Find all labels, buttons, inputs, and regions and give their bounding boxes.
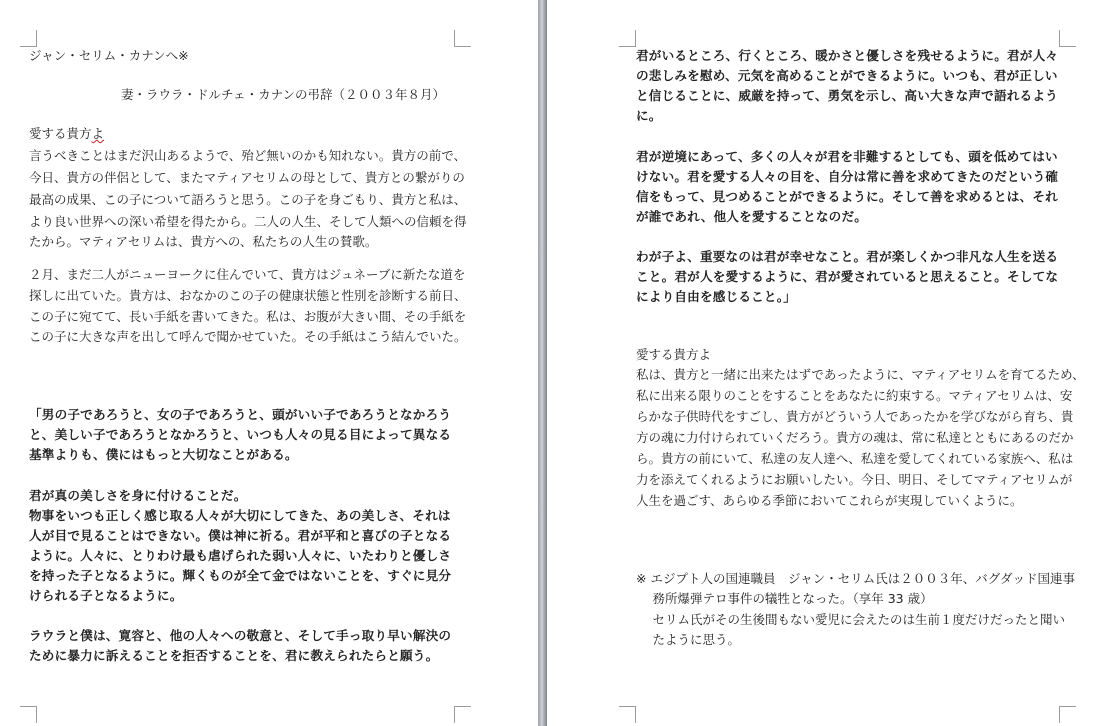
quote-line: 信をもって、見つめることができるように。そして善を求めるとは、それ (636, 189, 1058, 204)
quote-line: こと。君が人を愛するように、君が愛されていると思えること。そしてな (636, 269, 1059, 284)
greeting: 愛する貴方よ (29, 126, 105, 141)
byline: 妻・ラウラ・ドルチェ・カナンの弔辞（２００３年８月） (120, 87, 445, 102)
paragraph-line: 力を添えてくれるようにお願いしたい。今日、明日、そしてマティアセリムが (636, 472, 1073, 487)
paragraph-line: 最高の成果、この子について語ろうと思う。この子を身ごもり、貴方と私は、 (29, 192, 467, 207)
quote-line: けない。君を愛する人々の目を、自分は常に善を求めてきたのだという確 (636, 169, 1059, 184)
crop-mark (20, 706, 37, 723)
paragraph-line: 私は、貴方と一緒に出来たはずであったように、マティアセリムを育てるため、 (636, 367, 1085, 382)
paragraph-line: 私に出来る限りのことをすることをあなたに約束する。マティアセリムは、安 (636, 388, 1073, 403)
quote-line: 人が目で見ることはできない。僕は神に祈る。君が平和と喜びの子となる (29, 528, 452, 543)
crop-mark (619, 706, 636, 723)
crop-mark (20, 30, 37, 47)
quote-line: わが子よ、重要なのは君が幸せなこと。君が楽しくかつ非凡な人生を送る (636, 249, 1059, 264)
paragraph-line: 方の魂に力付けられていくだろう。貴方の魂は、常に私達とともにあるのだか (636, 430, 1074, 445)
quote-line: に。 (636, 108, 662, 123)
paragraph-line: この子に宛てて、長い手紙を書いてきた。私は、お腹が大きい間、その手紙を (29, 309, 467, 324)
quote-line: ラウラと僕は、寛容と、他の人々への敬意と、そして手っ取り早い解決の (29, 628, 452, 643)
footnote-line: ※ エジプト人の国連職員 ジャン・セリム氏は２００３年、バグダッド国連事 (636, 571, 1075, 586)
spellcheck-mark: よ (91, 126, 105, 141)
quote-line: と信じることに、威厳を持って、勇気を示し、高い大きな声で語れるよう (636, 88, 1058, 103)
quote-line: 君が真の美しさを身に付けることだ。 (29, 488, 247, 503)
quote-line: ために暴力に訴えることを拒否することを、君に教えられたらと願う。 (29, 648, 439, 663)
page-gutter (538, 0, 547, 726)
document-page-left (0, 0, 538, 726)
document-page-right (547, 0, 1112, 726)
quote-line: の悲しみを慰め、元気を高めることができるように。いつも、君が正しい (636, 68, 1058, 83)
quote-line: が誰であれ、他人を愛することなのだ。 (636, 209, 868, 224)
paragraph-line: らかな子供時代をすごし、貴方がどういう人であったかを学びながら育ち、貴 (636, 409, 1074, 424)
footnote-line: セリム氏がその生後間もない愛児に会えたのは生前１度だけだったと聞い (636, 612, 1065, 627)
quote-line: ように。人々に、とりわけ最も虐げられた弱い人々に、いたわりと優しさ (29, 548, 452, 563)
paragraph-line: この子に大きな声を出して呼んで聞かせていた。その手紙はこう結んでいた。 (29, 329, 467, 344)
paragraph-line: たから。マティアセリムは、貴方への、私たちの人生の賛歌。 (29, 234, 378, 249)
crop-mark (619, 30, 636, 47)
greeting: 愛する貴方よ (636, 347, 712, 362)
footnote-line: 務所爆弾テロ事件の犠牲となった。（享年 33 歳） (636, 591, 933, 606)
quote-line: を持った子となるように。輝くものが全て金ではないことを、すぐに見分 (29, 568, 452, 583)
paragraph-line: ２月、まだ二人がニューヨークに住んでいて、貴方はジュネーブに新たな道を (29, 267, 466, 282)
quote-line: 「男の子であろうと、女の子であろうと、頭がいい子であろうとなかろう (29, 407, 452, 422)
crop-mark (454, 706, 471, 723)
paragraph-line: 今日、貴方の伴侶として、またマティアセリムの母として、貴方との繋がりの (29, 170, 465, 185)
footnote-line: たように思う。 (636, 632, 740, 647)
crop-mark (1059, 706, 1076, 723)
crop-mark (1059, 30, 1076, 47)
quote-line: 君がいるところ、行くところ、暖かさと優しさを残せるように。君が人々 (636, 48, 1059, 63)
quote-line: と、美しい子であろうとなかろうと、いつも人々の見る目によって異なる (29, 427, 452, 442)
quote-line: けられる子となるように。 (29, 588, 183, 603)
quote-line: により自由を感じること。」 (636, 289, 797, 304)
paragraph-line: 探しに出ていた。貴方は、おなかのこの子の健康状態と性別を診断する前日、 (29, 288, 467, 303)
quote-line: 君が逆境にあって、多くの人々が君を非難するとしても、頭を低めてはい (636, 149, 1058, 164)
paragraph-line: 人生を過ごす、あらゆる季節においてこれらが実現していくように。 (636, 493, 1023, 508)
quote-line: 物事をいつも正しく感じ取る人々が大切にしてきた、あの美しさ、それは (29, 508, 451, 523)
crop-mark (454, 30, 471, 47)
quote-line: 基準よりも、僕にはもっと大切なことがある。 (29, 447, 298, 462)
paragraph-line: ら。貴方の前にいて、私達の友人達へ、私達を愛してくれている家族へ、私は (636, 451, 1074, 466)
paragraph-line: 言うべきことはまだ沢山あるようで、殆ど無いのかも知れない。貴方の前で、 (29, 148, 467, 163)
letter-title: ジャン・セリム・カナンへ※ (29, 48, 189, 63)
paragraph-line: より良い世界への深い希望を得たから。二人の人生、そして人類への信頼を得 (29, 214, 467, 229)
